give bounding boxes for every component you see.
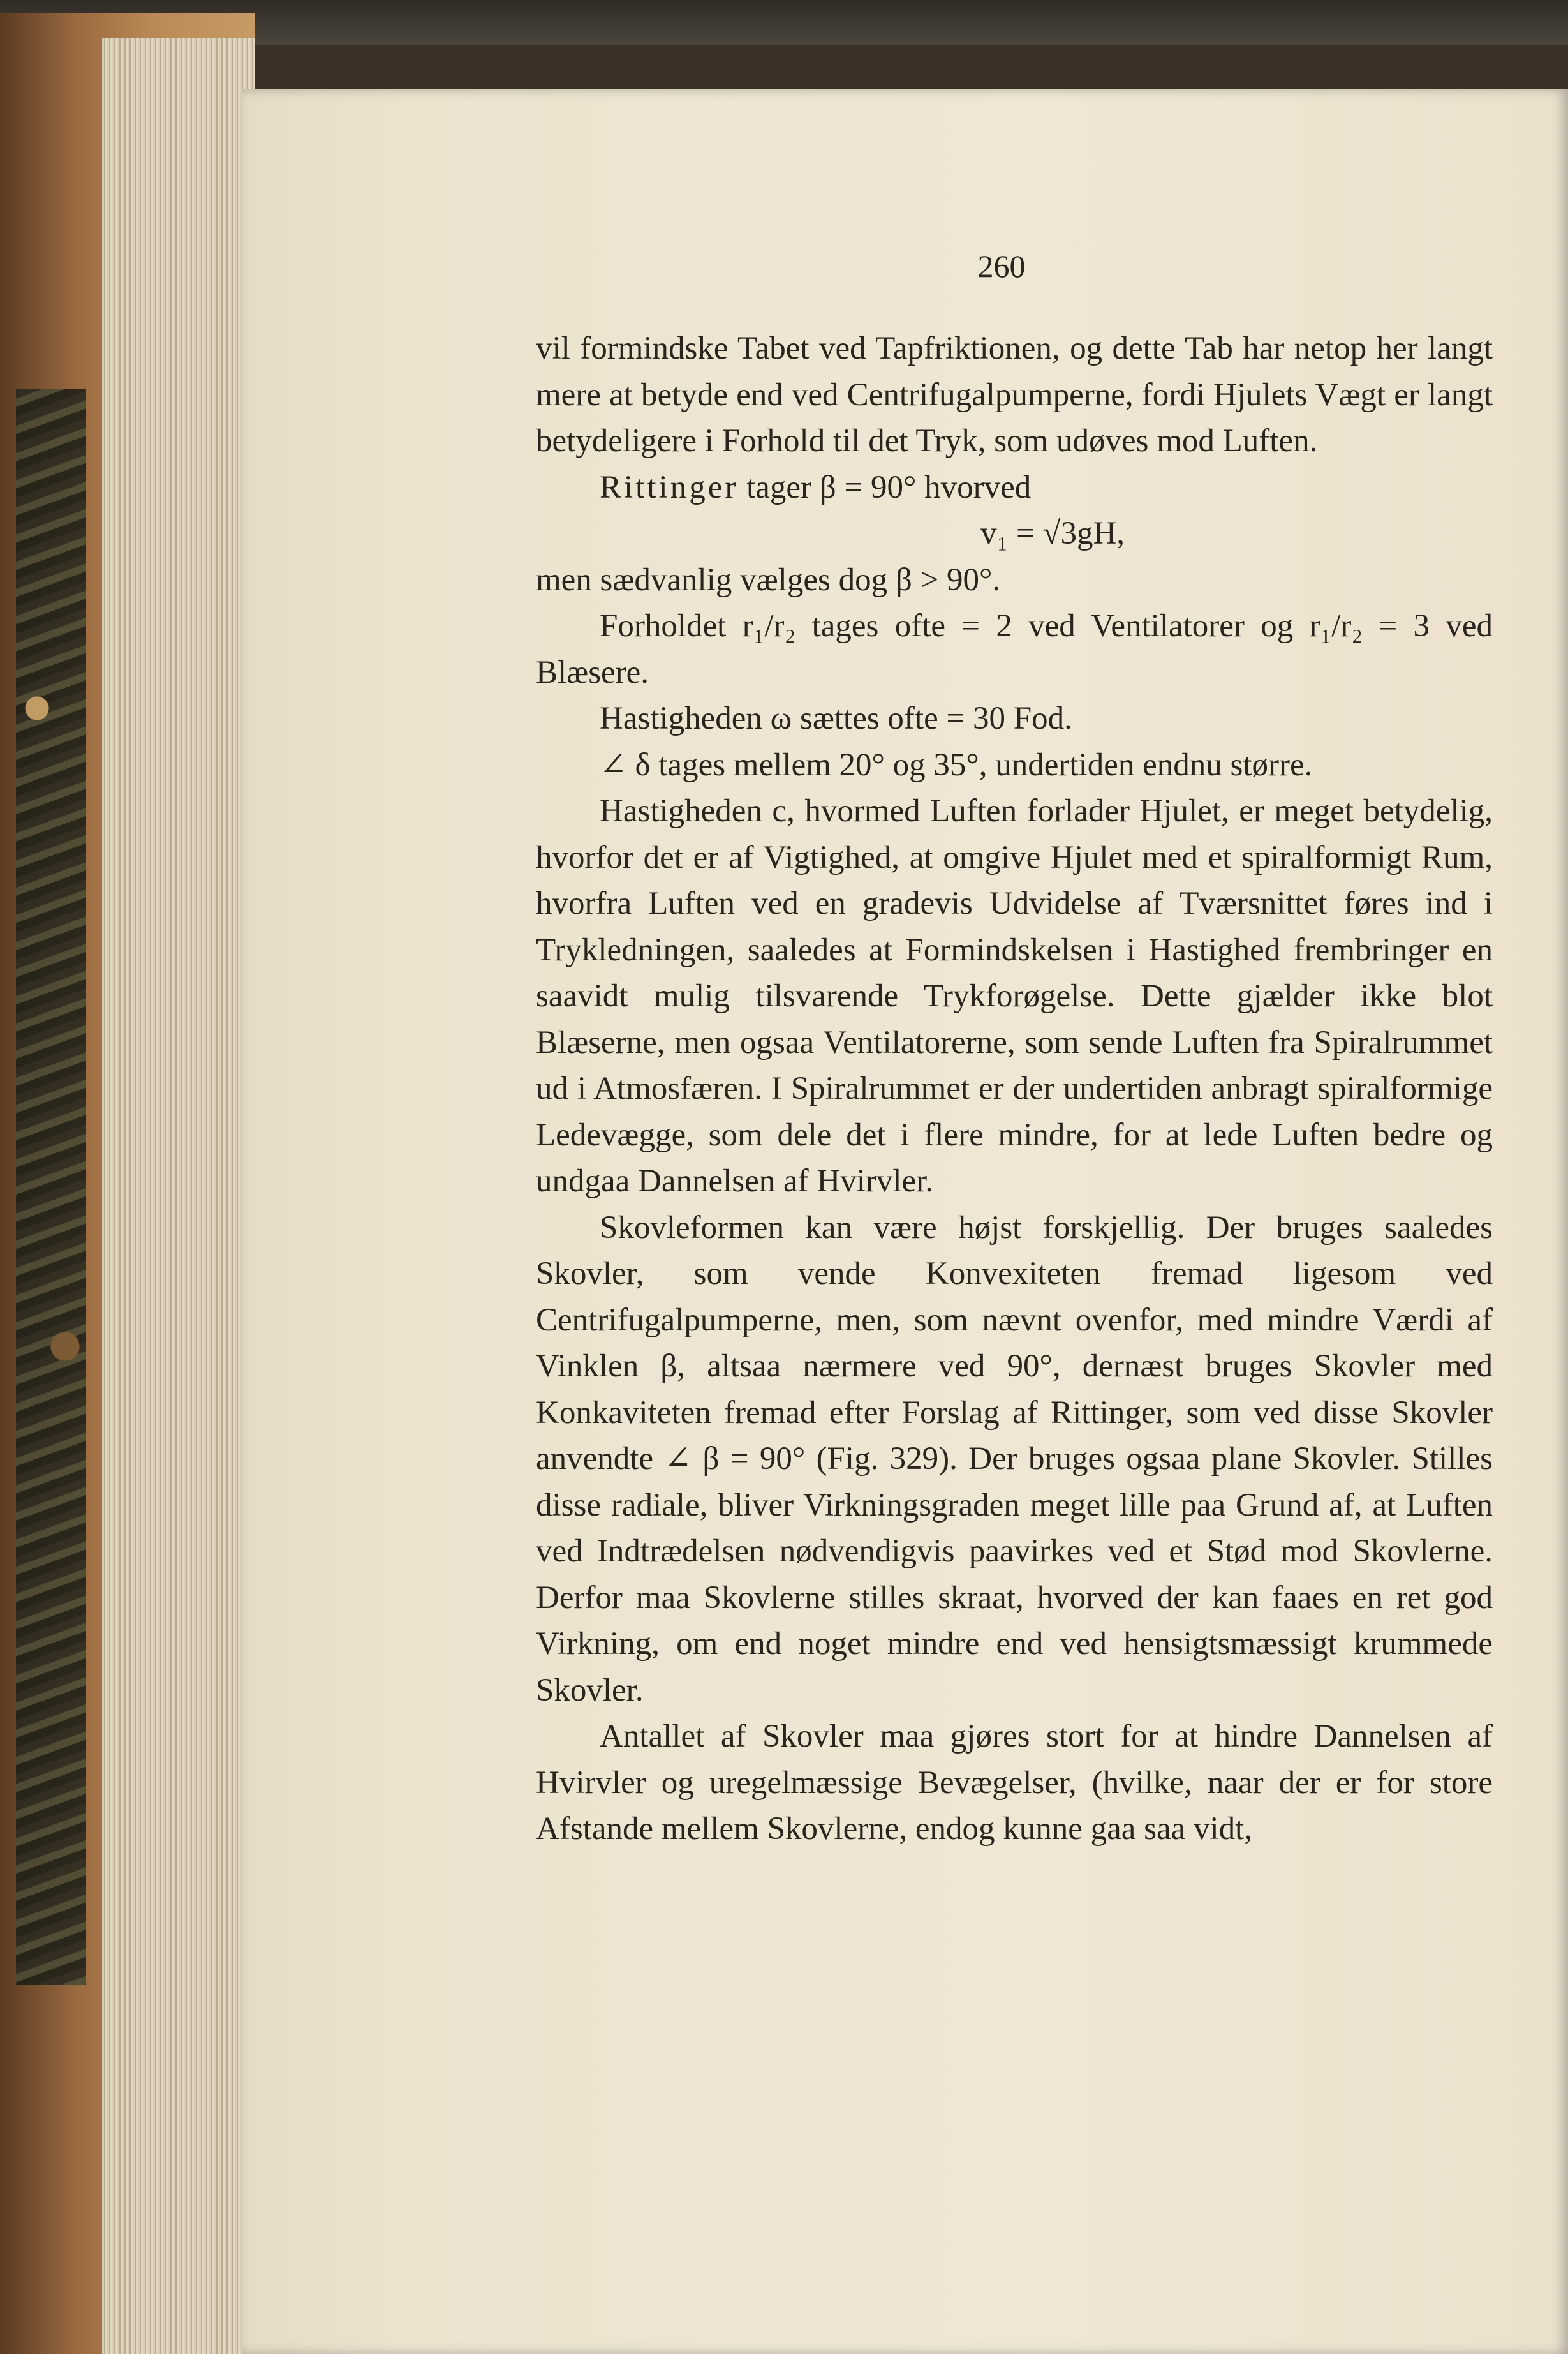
paragraph: Forholdet r₁/r₂ tages ofte = 2 ved Ventilatorer og r₁/r₂ = 3 ved Blæsere. xyxy=(536,608,1493,690)
page-number: 260 xyxy=(977,248,1026,284)
paragraph-rest: tager β = 90° hvorved xyxy=(738,469,1032,505)
author-name: Rittinger xyxy=(600,469,739,505)
paragraph xyxy=(536,465,1493,511)
page-text xyxy=(536,325,1493,1852)
paragraph: ∠ δ tages mellem 20° og 35°, undertiden endnu større. xyxy=(600,747,1313,783)
paragraph: Antallet af Skovler maa gjøres stort for at hindre Dannelsen af Hvirvler og uregelmæssige Bevægelser, (hvilke, naar der er for store Afstande mellem Skovlerne, endog kunne gaa saa vidt, xyxy=(536,1718,1493,1847)
paragraph: Hastigheden ω sættes ofte = 30 Fod. xyxy=(600,701,1072,736)
paragraph: Hastigheden c, hvormed Luften forlader Hjulet, er meget betydelig, hvorfor det er af Vigtighed, at omgive Hjulet med et spiralformigt Rum, hvorfra Luften ved en gradevis Udvidelse af Tværsnittet føres ind i Trykledningen, saaledes at Formindskelsen i Hastighed frembringer en saavidt mulig tilsvarende Trykforøgelse. Dette gjælder ikke blot Blæserne, men ogsaa Ventilatorerne, som sende Luften fra Spiralrummet ud i Atmosfæren. I Spiralrummet er der undertiden anbragt spiralformige Ledevægge, som dele det i flere mindre, for at lede Luften bedre og undgaa Dannelsen af Hvirvler. xyxy=(536,793,1493,1199)
paragraph: Skovleformen kan være højst forskjellig. Der bruges saaledes Skovler, som vende Konvexiteten fremad ligesom ved Centrifugalpumperne, men, som nævnt ovenfor, med mindre Værdi af Vinklen β, altsaa nærmere ved 90°, dernæst bruges Skovler med Konkaviteten fremad efter Forslag af Rittinger, som ved disse Skovler anvendte ∠ β = 90° (Fig. 329). Der bruges ogsaa plane Skovler. Stilles disse radiale, bliver Virkningsgraden meget lille paa Grund af, at Luften ved Indtrædelsen nødvendigvis paavirkes ved et Stød mod Skovlerne. Derfor maa Skovlerne stilles skraat, hvorved der kan faaes en ret god Virkning, om end noget mindre end ved hensigtsmæssigt krummede Skovler. xyxy=(536,1209,1493,1708)
marbled-cover-pattern xyxy=(16,389,86,1985)
paragraph: vil formindske Tabet ved Tapfriktionen, og dette Tab har netop her langt mere at betyde end ved Centrifugalpumperne, fordi Hjulets Vægt er langt betydeligere i Forhold til det Tryk, som udøves mod Luften. xyxy=(536,331,1493,459)
page-edges xyxy=(102,38,255,2354)
paragraph: men sædvanlig vælges dog β > 90°. xyxy=(536,562,1001,598)
formula: v₁ = √3gH, xyxy=(980,516,1125,551)
